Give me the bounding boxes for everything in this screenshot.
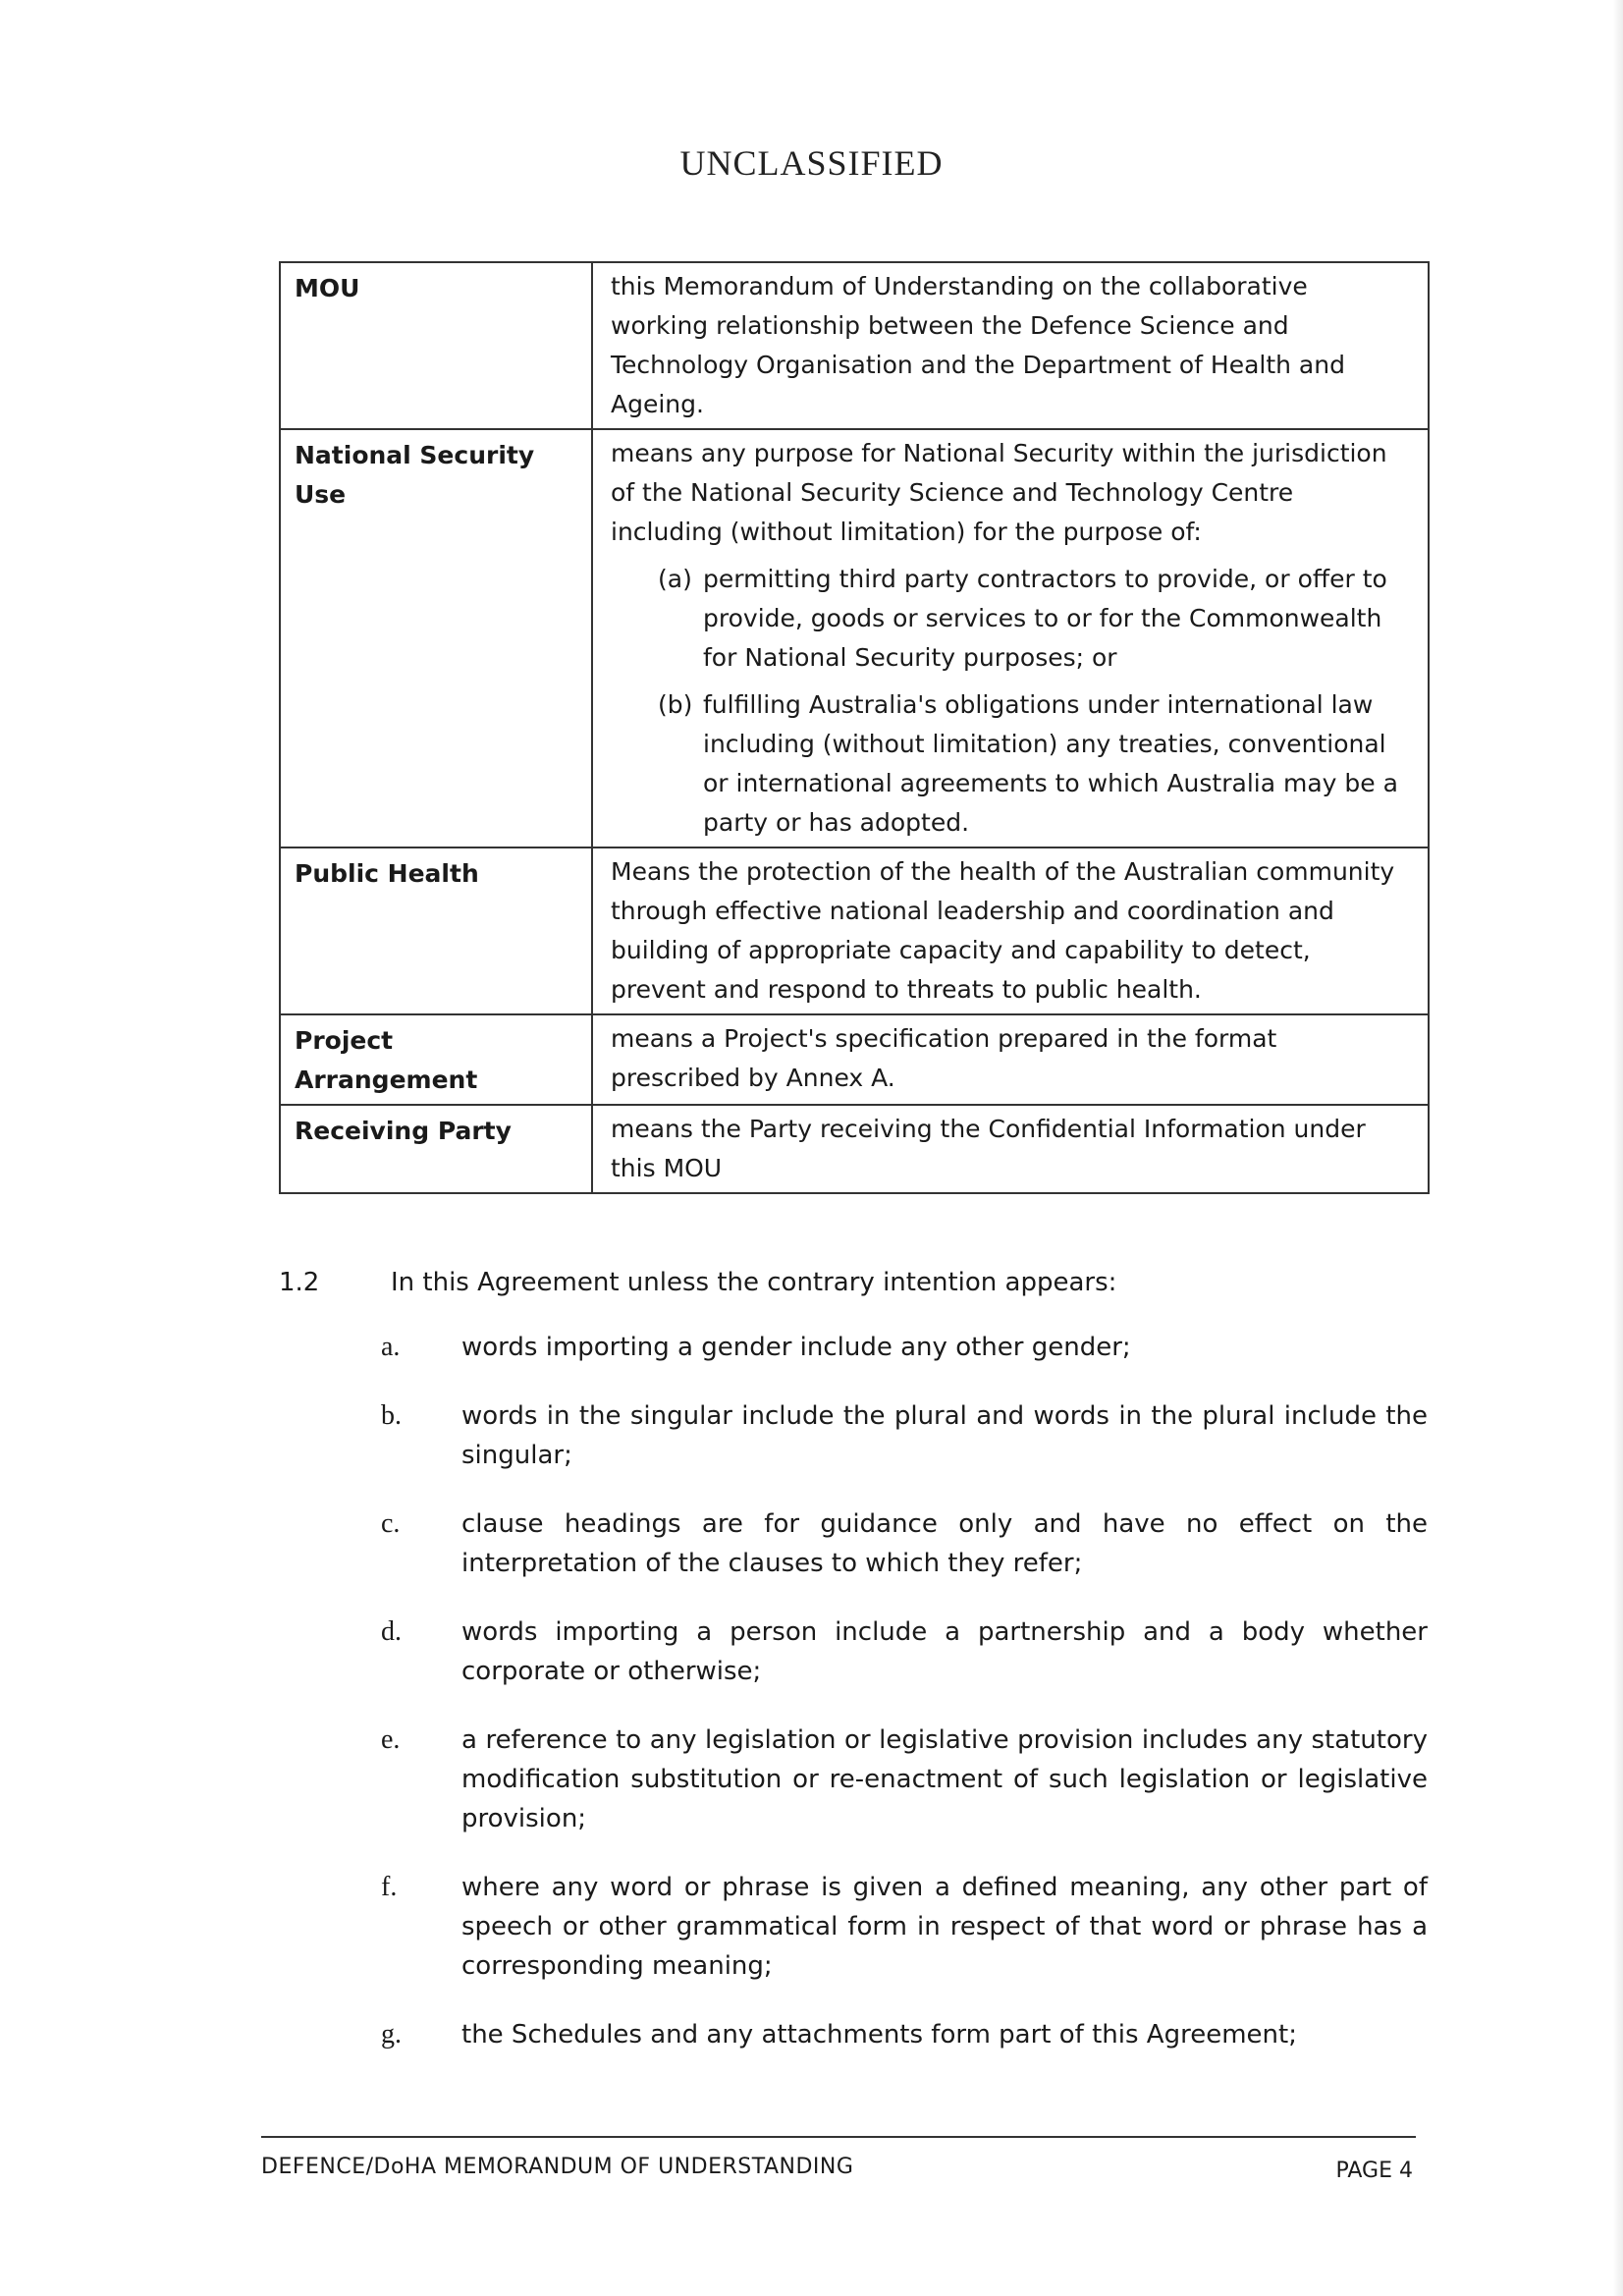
definition-text: means the Party receiving the Confidential Information under this MOU: [592, 1105, 1429, 1193]
list-item-label: g.: [381, 2019, 402, 2050]
list-item-text: words importing a person include a partnership and a body whether corporate or otherwise;: [461, 1617, 1428, 1686]
definition-row: [280, 262, 1429, 429]
list-item-label: a.: [381, 1332, 401, 1362]
footer-title: DEFENCE/DoHA MEMORANDUM OF UNDERSTANDING: [261, 2155, 854, 2179]
definition-text: this Memorandum of Understanding on the collaborative working relationship between the Defence Science and Technology Organisation and the Department of Health and Ageing.: [592, 262, 1429, 429]
subitem-text: fulfilling Australia's obligations under international law including (without limitation) any treaties, conventional or international agreements to which Australia may be a party or has adopted.: [703, 690, 1398, 837]
definition-term: Public Health: [280, 847, 592, 1014]
list-item: [381, 1504, 1428, 1583]
list-item-text: clause headings are for guidance only and have no effect on the interpretation of the clauses to which they refer;: [461, 1509, 1428, 1578]
definition-term: Project Arrangement: [280, 1014, 592, 1105]
definition-row: [280, 1105, 1429, 1193]
definition-row: [280, 1014, 1429, 1105]
scan-edge-shadow: [1613, 0, 1623, 2296]
list-item-label: f.: [381, 1872, 398, 1902]
definitions-table: [279, 261, 1430, 1194]
list-item: [381, 1328, 1428, 1367]
list-item-text: the Schedules and any attachments form part of this Agreement;: [461, 2020, 1297, 2050]
definition-text: means any purpose for National Security within the jurisdiction of the National Security Science and Technology Centre including (without limitation) for the purpose of:: [611, 439, 1387, 546]
clause-number: 1.2: [279, 1268, 320, 1297]
list-item-text: a reference to any legislation or legislative provision includes any statutory modification substitution or re-enactment of such legislation or legislative provision;: [461, 1725, 1428, 1833]
definition-term: Receiving Party: [280, 1105, 592, 1193]
subitem-label: (b): [658, 690, 693, 719]
subitem-text: permitting third party contractors to provide, or offer to provide, goods or services to or for the Commonwealth for National Security purposes; or: [703, 565, 1387, 672]
list-item-label: e.: [381, 1724, 401, 1755]
list-item: [381, 2015, 1428, 2054]
clause-items: [381, 1328, 1428, 2084]
definition-row: [280, 429, 1429, 847]
footer-divider: [261, 2136, 1416, 2138]
clause-intro: In this Agreement unless the contrary intention appears:: [391, 1268, 1117, 1297]
list-item: [381, 1613, 1428, 1691]
list-item-label: c.: [381, 1508, 401, 1539]
list-item: [381, 1868, 1428, 1986]
definition-cell: [592, 429, 1429, 847]
definition-subitem: [611, 560, 1408, 678]
list-item-label: d.: [381, 1616, 402, 1647]
definition-row: [280, 847, 1429, 1014]
list-item: [381, 1721, 1428, 1838]
page-number: PAGE 4: [1335, 2159, 1413, 2183]
definition-term: MOU: [280, 262, 592, 429]
definition-term: National Security Use: [280, 429, 592, 847]
list-item: [381, 1396, 1428, 1475]
definition-text: Means the protection of the health of the Australian community through effective national leadership and coordination and building of appropriate capacity and capability to detect, prevent and respond to threats to public health.: [592, 847, 1429, 1014]
list-item-text: words in the singular include the plural and words in the plural include the singular;: [461, 1401, 1428, 1470]
list-item-label: b.: [381, 1400, 402, 1431]
definition-text: means a Project's specification prepared in the format prescribed by Annex A.: [592, 1014, 1429, 1105]
list-item-text: words importing a gender include any other gender;: [461, 1333, 1131, 1362]
classification-header: UNCLASSIFIED: [679, 143, 944, 183]
definition-subitem: [611, 685, 1408, 843]
list-item-text: where any word or phrase is given a defined meaning, any other part of speech or other grammatical form in respect of that word or phrase has a corresponding meaning;: [461, 1873, 1428, 1981]
subitem-label: (a): [658, 565, 692, 593]
